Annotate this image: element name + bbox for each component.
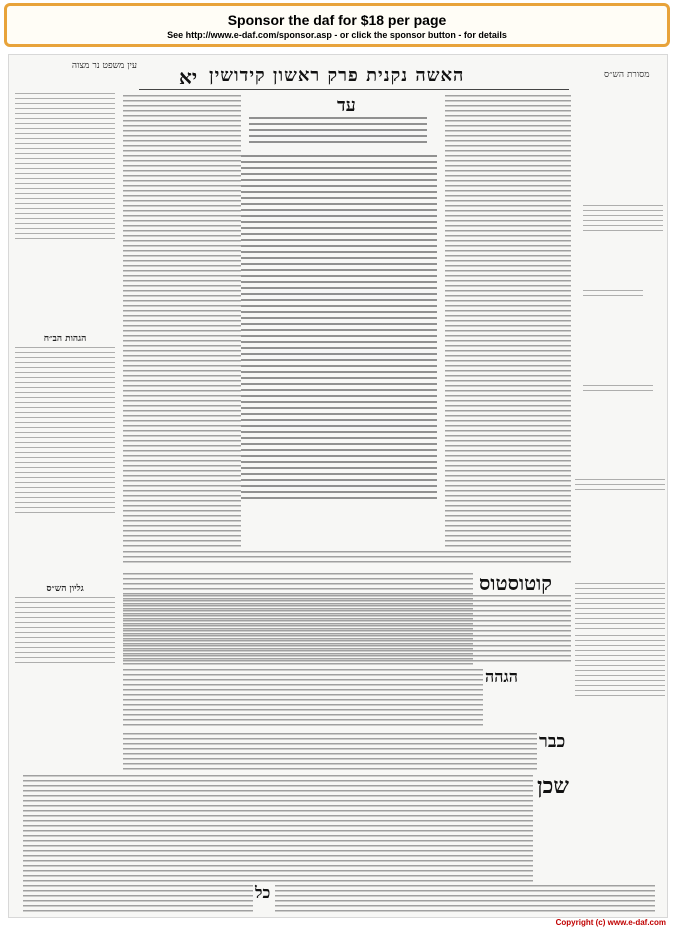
running-head: האשה נקנית פרק ראשון קידושין <box>209 65 465 86</box>
gemara-main-text <box>241 155 437 500</box>
header-rule <box>139 89 569 90</box>
gilyon-hashas-heading: גליון הש״ס <box>46 584 84 594</box>
rashi-column-top <box>445 95 571 547</box>
lower-commentary-block-3 <box>123 733 537 771</box>
ein-mishpat-heading: עין משפט נר מצוה <box>71 61 137 71</box>
lower-commentary-block-5b <box>275 885 655 913</box>
rashi-dibur-hamatchil: קוטוסטוס <box>479 571 552 595</box>
sponsor-banner-title: Sponsor the daf for $18 per page <box>227 12 447 28</box>
tosafot-column-top <box>123 95 241 547</box>
masoret-note-6 <box>575 635 665 699</box>
lower-word-shekein: שכן <box>537 773 569 799</box>
lower-commentary-block-2 <box>123 669 483 729</box>
daf-page-scan <box>8 54 668 918</box>
hagahot-habach-column <box>15 347 115 517</box>
lower-commentary-lead <box>123 551 571 565</box>
masoret-note-2 <box>583 290 643 300</box>
lower-commentary-block-1b <box>123 595 571 665</box>
masoret-note-1 <box>583 205 663 231</box>
lower-commentary-block-4 <box>23 775 533 883</box>
masoret-note-3 <box>583 385 653 395</box>
folio-number: יא <box>179 65 198 89</box>
tosafot-dibur-hamatchil: הגהה <box>485 667 518 686</box>
ein-mishpat-column <box>15 93 115 243</box>
sponsor-banner[interactable] <box>4 3 670 47</box>
sponsor-banner-link[interactable]: See http://www.e-daf.com/sponsor.asp - or click the sponsor button - for details <box>167 30 507 40</box>
gemara-opening-word: עד <box>337 95 356 116</box>
lower-commentary-block-5a <box>23 885 253 913</box>
gemara-top-lines <box>249 117 427 147</box>
masoret-note-4 <box>575 479 665 493</box>
masoret-hashas-heading: מסורת הש״ס <box>604 70 650 80</box>
hagahot-habach-heading: הגהות הב״ח <box>43 334 87 344</box>
copyright-notice: Copyright (c) www.e-daf.com <box>555 918 666 927</box>
lower-word-kol: כל <box>255 883 271 902</box>
masoret-note-5 <box>575 583 665 633</box>
lower-word-kevar: כבר <box>539 731 566 752</box>
gilyon-hashas-column <box>15 597 115 667</box>
